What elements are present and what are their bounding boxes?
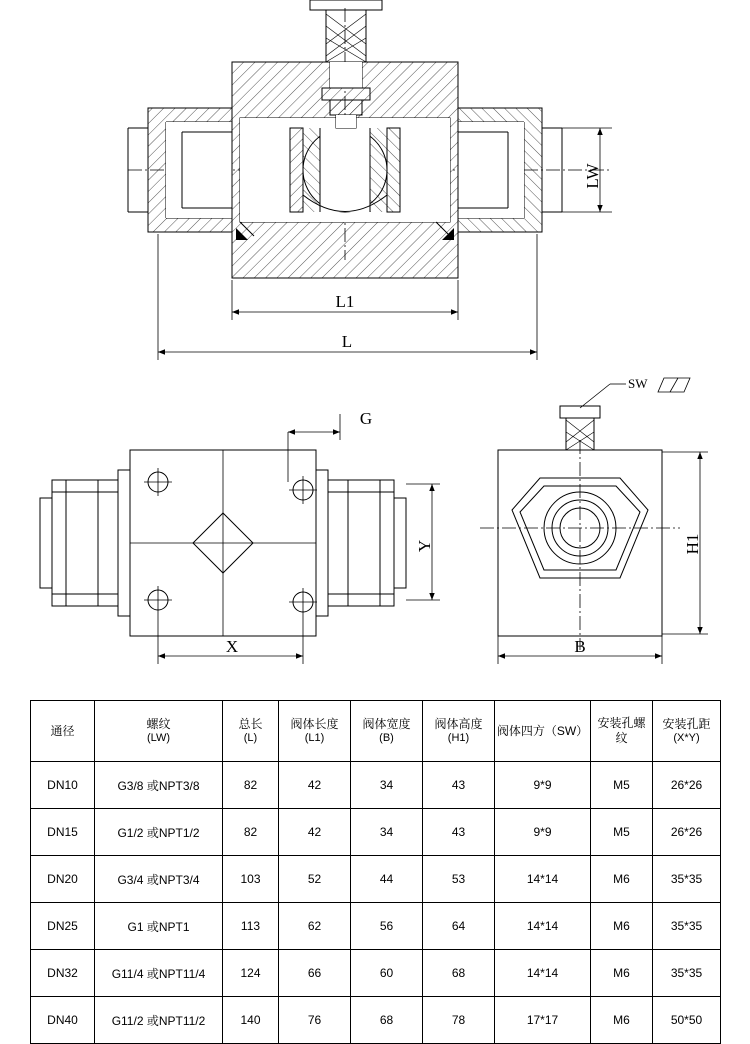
cell-body-width: 34 [351,762,423,809]
cell-body-width: 34 [351,809,423,856]
cell-body-length: 76 [279,997,351,1044]
cell-body-height: 43 [423,809,495,856]
cell-mount-spacing: 50*50 [653,997,721,1044]
table-row [31,997,721,1044]
cell-mount-thread: M5 [591,762,653,809]
cell-bore: DN40 [31,997,95,1044]
cell-length: 82 [223,762,279,809]
label-h1: H1 [683,533,702,555]
header-cell-mount-spacing: 安装孔距 (X*Y) [653,701,721,762]
header-cell-bore: 通径 [31,701,95,762]
table-row [31,950,721,997]
cell-bore: DN10 [31,762,95,809]
table-row [31,809,721,856]
header-cell-mount-thread: 安装孔螺纹 [591,701,653,762]
cell-body-width: 56 [351,903,423,950]
cell-body-length: 66 [279,950,351,997]
cell-mount-spacing: 35*35 [653,903,721,950]
cell-square: 14*14 [495,903,591,950]
cell-square: 14*14 [495,856,591,903]
spec-table-wrapper [30,700,720,1044]
cell-body-width: 68 [351,997,423,1044]
cell-square: 17*17 [495,997,591,1044]
cell-square: 14*14 [495,950,591,997]
cell-mount-spacing: 35*35 [653,856,721,903]
cell-mount-spacing: 35*35 [653,950,721,997]
cell-length: 140 [223,997,279,1044]
cell-thread: G1/2 或NPT1/2 [95,809,223,856]
cell-bore: DN32 [31,950,95,997]
cell-square: 9*9 [495,809,591,856]
header-cell-body-length: 阀体长度 (L1) [279,701,351,762]
label-b: B [574,637,586,656]
cell-mount-thread: M6 [591,997,653,1044]
cell-mount-spacing: 26*26 [653,809,721,856]
label-x: X [225,637,239,656]
cell-body-width: 44 [351,856,423,903]
cell-bore: DN25 [31,903,95,950]
label-l: L [341,332,353,351]
cell-body-length: 42 [279,762,351,809]
cell-length: 103 [223,856,279,903]
cell-length: 82 [223,809,279,856]
cell-mount-thread: M6 [591,903,653,950]
header-cell-square: 阀体四方（SW） [495,701,591,762]
label-l1: L1 [335,292,355,311]
table-body [31,762,721,1044]
cell-mount-thread: M6 [591,856,653,903]
label-y: Y [415,539,434,553]
table-row [31,856,721,903]
cell-thread: G11/2 或NPT11/2 [95,997,223,1044]
cell-thread: G1 或NPT1 [95,903,223,950]
cell-body-height: 43 [423,762,495,809]
cell-body-width: 60 [351,950,423,997]
header-cell-length: 总长 (L) [223,701,279,762]
spec-table [30,700,721,1044]
view-section-front [128,0,612,360]
table-header-row [31,701,721,762]
cell-body-height: 78 [423,997,495,1044]
cell-body-length: 52 [279,856,351,903]
cell-body-length: 62 [279,903,351,950]
cell-square: 9*9 [495,762,591,809]
cell-thread: G3/8 或NPT3/8 [95,762,223,809]
cell-bore: DN15 [31,809,95,856]
label-lw: LW [583,163,602,189]
cell-body-height: 68 [423,950,495,997]
cell-body-height: 64 [423,903,495,950]
header-cell-body-width: 阀体宽度 (B) [351,701,423,762]
table-row [31,903,721,950]
label-sw: SW [628,376,648,391]
cell-mount-thread: M6 [591,950,653,997]
cell-length: 124 [223,950,279,997]
cell-mount-spacing: 26*26 [653,762,721,809]
label-g: G [359,409,373,428]
view-end [480,376,708,664]
cell-body-length: 42 [279,809,351,856]
header-cell-thread: 螺纹 (LW) [95,701,223,762]
cell-length: 113 [223,903,279,950]
cell-mount-thread: M5 [591,809,653,856]
view-top [40,409,440,664]
cell-thread: G3/4 或NPT3/4 [95,856,223,903]
header-cell-body-height: 阀体高度 (H1) [423,701,495,762]
cell-body-height: 53 [423,856,495,903]
table-row [31,762,721,809]
cell-thread: G11/4 或NPT11/4 [95,950,223,997]
cell-bore: DN20 [31,856,95,903]
